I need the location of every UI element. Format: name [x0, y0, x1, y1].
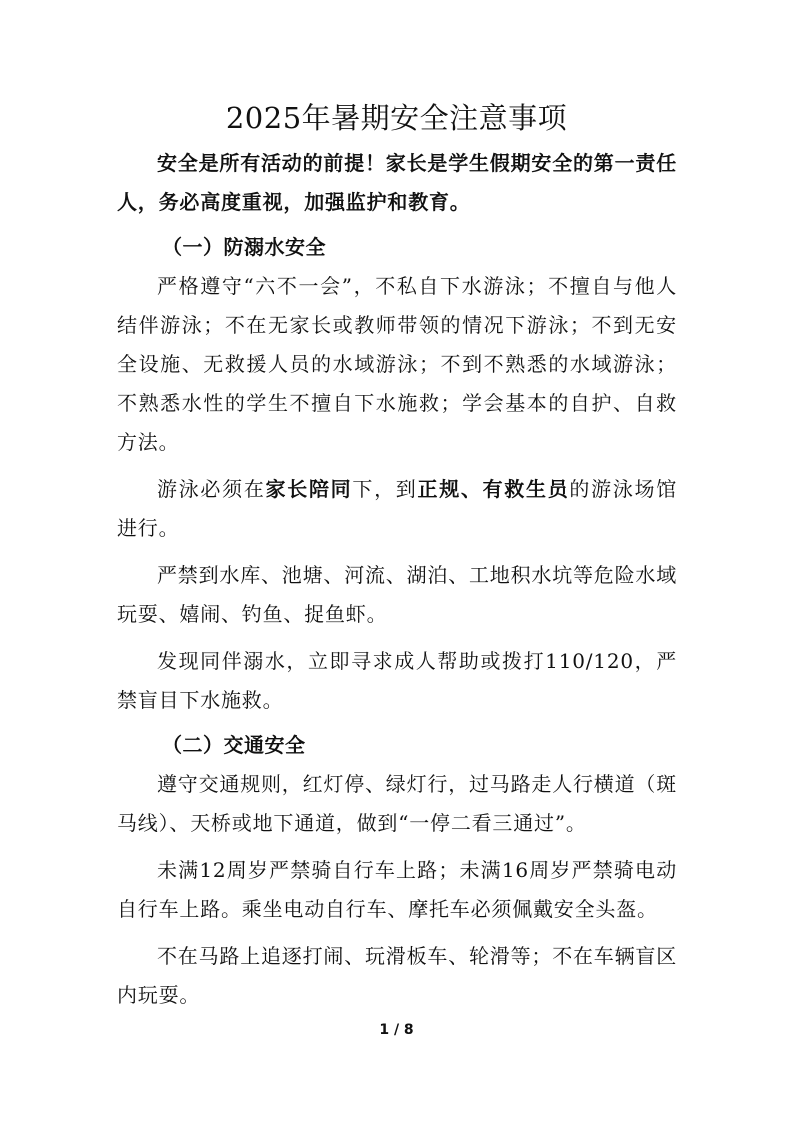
text-run: 游泳必须在 [157, 477, 266, 501]
section-heading-traffic: （二）交通安全 [162, 733, 306, 757]
rescue-paragraph: 发现同伴溺水，立即寻求成人帮助或拨打110/120，严禁盲目下水施救。 [117, 649, 677, 712]
emphasis-lifeguard: 正规、有救生员 [417, 477, 570, 501]
drowning-rules-paragraph: 严格遵守“六不一会”，不私自下水游泳；不擅自与他人结伴游泳；不在无家长或教师带领的情况下游泳；不到无安全设施、无救援人员的水域游泳；不到不熟悉的水域游泳；不熟悉水性的学生不擅自下水施救；学会基本的自护、自救方法。 [117, 274, 677, 454]
swimming-supervision-paragraph [117, 470, 677, 548]
text-run: 下，到 [352, 477, 418, 501]
dangerous-waters-paragraph: 严禁到水库、池塘、河流、湖泊、工地积水坑等危险水域玩耍、嬉闹、钓鱼、捉鱼虾。 [117, 563, 677, 626]
text-run: 的游泳场馆进行。 [117, 477, 678, 540]
document-title: 2025年暑期安全注意事项 [225, 101, 568, 135]
intro-paragraph: 安全是所有活动的前提！家长是学生假期安全的第一责任人，务必高度重视，加强监护和教育。 [117, 151, 677, 214]
section-heading-drowning: （一）防溺水安全 [162, 235, 326, 259]
document-body [117, 144, 677, 1015]
emphasis-parent-accompany: 家长陪同 [265, 477, 353, 501]
road-play-paragraph: 不在马路上追逐打闹、玩滑板车、轮滑等；不在车辆盲区内玩耍。 [117, 944, 677, 1007]
cycling-age-paragraph: 未满12周岁严禁骑自行车上路；未满16周岁严禁骑电动自行车上路。乘坐电动自行车、摩托车必须佩戴安全头盔。 [117, 858, 677, 921]
traffic-rules-paragraph: 遵守交通规则，红灯停、绿灯行，过马路走人行横道（斑马线）、天桥或地下通道，做到“一停二看三通过”。 [117, 772, 677, 835]
page-number: 1 / 8 [379, 1022, 414, 1038]
